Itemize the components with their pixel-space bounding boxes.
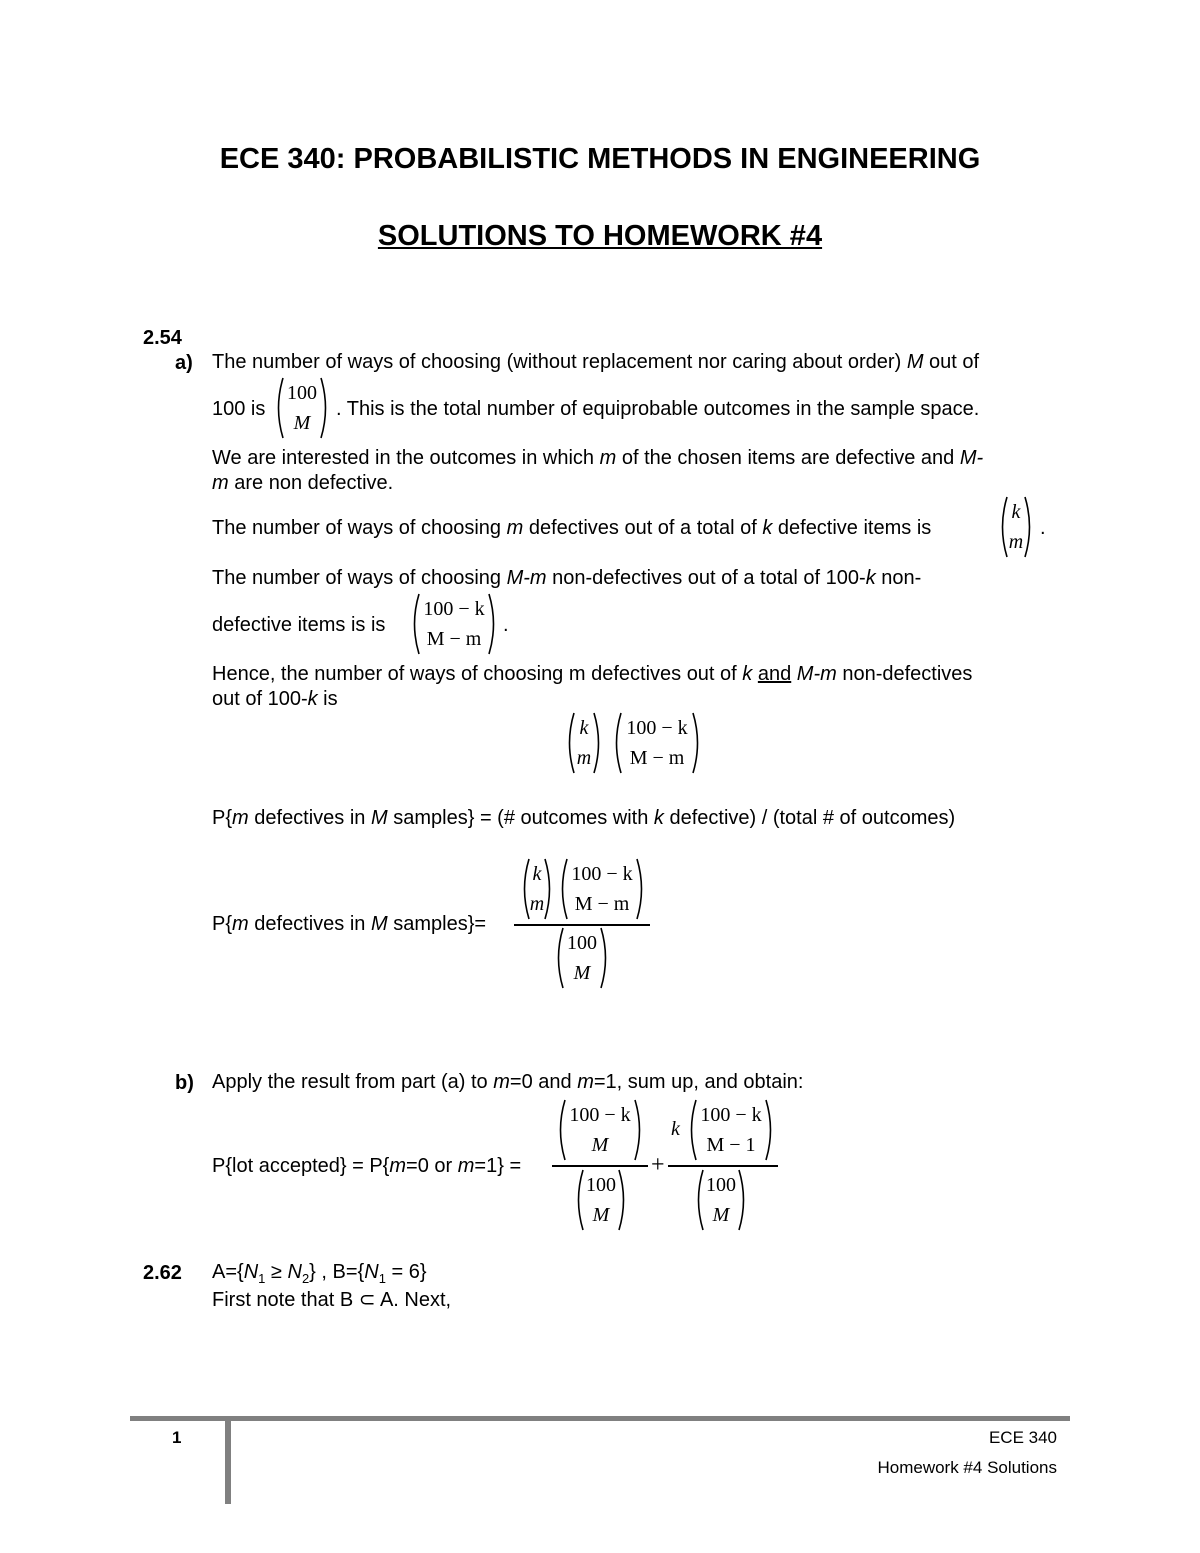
- lot-accepted-label: P{lot accepted} = P{m=0 or m=1} =: [212, 1155, 522, 1177]
- problem-262-events: $A=\{N_1 \ge N_2\}$ , $B=\{N_1 = 6\}$: [212, 1261, 427, 1286]
- binom-100k-M-numerator: 100 − k M: [554, 1098, 646, 1162]
- fraction-line-term-1: [552, 1165, 648, 1167]
- binom-100-M-term-1-denominator: 100 M: [572, 1168, 630, 1232]
- binom-k-m-product: k m: [563, 711, 605, 775]
- footer-course: ECE 340: [988, 1428, 1057, 1447]
- binom-k-m-a: k m: [996, 495, 1036, 559]
- footer-doc-title: Homework #4 Solutions: [877, 1458, 1057, 1477]
- binom-100-M-term-2-denominator: 100 M: [692, 1168, 750, 1232]
- binom-100k-M1-numerator: 100 − k M − 1: [685, 1098, 777, 1162]
- part-a-line-7: defective items is is: [212, 614, 386, 636]
- problem-262-line-2: First note that B ⊂ A. Next,: [212, 1289, 452, 1311]
- binom-k-m-numerator: k m: [518, 857, 556, 921]
- part-a-line-5: The number of ways of choosing m defectives out of a total of k defective items is: [212, 517, 932, 539]
- page-subtitle: SOLUTIONS TO HOMEWORK #4: [377, 220, 823, 252]
- part-b-line-1: Apply the result from part (a) to m=0 and m=1, sum up, and obtain:: [212, 1071, 804, 1093]
- part-a-label: a): [175, 352, 193, 374]
- page-number: 1: [172, 1428, 182, 1447]
- part-a-line-8: Hence, the number of ways of choosing m defectives out of k and M-m non-defectives: [212, 663, 973, 685]
- part-a-line-3: We are interested in the outcomes in which m of the chosen items are defective and M-: [212, 447, 984, 469]
- part-a-line-5-end: .: [1040, 517, 1046, 539]
- part-a-line-1: The number of ways of choosing (without replacement nor caring about order) M out of: [212, 351, 980, 373]
- plus-sign: +: [651, 1152, 665, 1178]
- problem-number-2-62: 2.62: [143, 1262, 182, 1284]
- part-a-line-4: m are non defective.: [212, 472, 394, 494]
- coefficient-k: k: [671, 1118, 680, 1140]
- hypergeometric-label: P{m defectives in M samples}=: [212, 913, 487, 935]
- part-a-line-7-end: .: [503, 614, 509, 636]
- binom-100k-Mm-product: 100 − k M − m: [610, 711, 704, 775]
- part-a-line-2-pre: 100 is: [212, 398, 266, 420]
- fraction-line-term-2: [668, 1165, 778, 1167]
- problem-number-2-54: 2.54: [143, 327, 182, 349]
- binom-100k-Mm-numerator: 100 − k M − m: [556, 857, 648, 921]
- part-a-line-2-post: . This is the total number of equiprobable outcomes in the sample space.: [336, 398, 980, 420]
- binom-100-M-a: 100 M: [272, 376, 332, 440]
- binom-100-M-denominator: 100 M: [552, 926, 612, 990]
- part-a-line-6: The number of ways of choosing M-m non-defectives out of a total of 100-k non-: [212, 567, 922, 589]
- part-b-label: b): [175, 1072, 194, 1094]
- probability-definition: P{m defectives in M samples} = (# outcomes with k defective) / (total # of outcomes): [212, 807, 956, 829]
- footer-rule: [130, 1416, 1070, 1421]
- part-a-line-9: out of 100-k is: [212, 688, 338, 710]
- binom-100k-Mm-a: 100 − k M − m: [408, 592, 500, 656]
- footer-vertical-rule: [225, 1416, 231, 1504]
- page-title: ECE 340: PROBABILISTIC METHODS IN ENGINEERING: [219, 143, 981, 175]
